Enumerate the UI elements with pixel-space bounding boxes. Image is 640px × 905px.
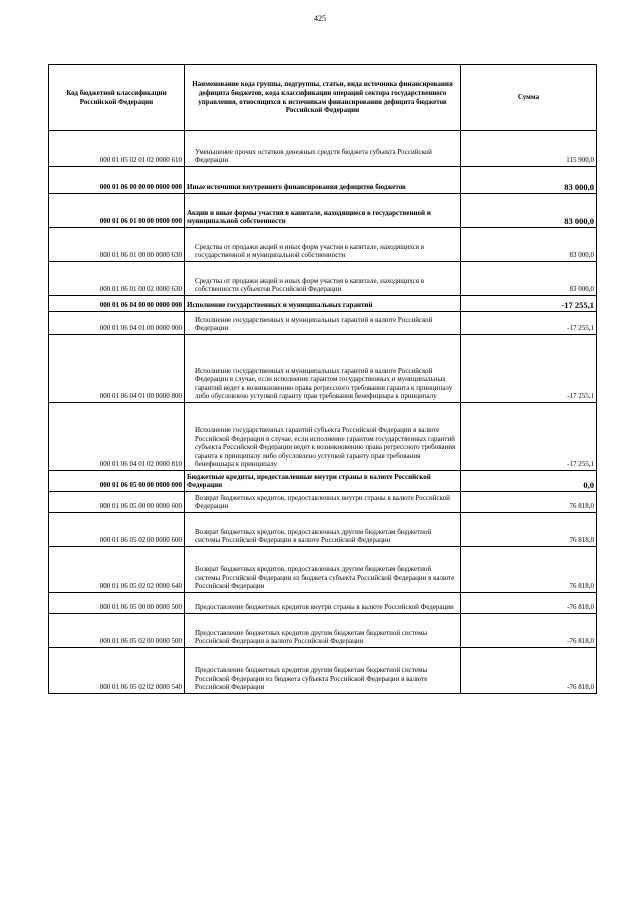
table-row — [49, 167, 597, 194]
table-row — [49, 648, 597, 694]
table-row — [49, 593, 597, 614]
table-row — [49, 471, 597, 492]
sum-cell: 76 818,0 — [461, 513, 597, 547]
table-row — [49, 296, 597, 312]
name-cell: Средства от продажи акций и иных форм участия в капитале, находящихся в собственности субъектов Российской Федерации — [185, 262, 461, 296]
name-cell: Предоставление бюджетных кредитов внутри страны в валюте Российской Федерации — [185, 593, 461, 614]
sum-cell: 83 000,0 — [461, 262, 597, 296]
name-cell: Исполнение государственных и муниципальных гарантий в валюте Российской Федерации в случае, если исполнение гарантом государственных и муниципальных гарантий ведет к возникновению права регрессного требования гаранта к принципалу либо обусловлено уступкой гаранту прав требования бенефициара к принципалу — [185, 335, 461, 403]
code-cell: 000 01 06 01 00 00 0000 000 — [49, 194, 185, 228]
code-cell: 000 01 06 05 00 00 0000 500 — [49, 593, 185, 614]
sum-cell: -17 255,1 — [461, 335, 597, 403]
name-cell: Бюджетные кредиты, предоставленные внутри страны в валюте Российской Федерации — [185, 471, 461, 492]
table-row — [49, 547, 597, 593]
sum-cell: 83 000,0 — [461, 228, 597, 262]
table-row — [49, 228, 597, 262]
name-cell: Возврат бюджетных кредитов, предоставленных внутри страны в валюте Российской Федерации — [185, 492, 461, 513]
name-cell: Иные источники внутреннего финансирования дефицитов бюджетов — [185, 167, 461, 194]
sum-cell: -76 818,0 — [461, 614, 597, 648]
sum-cell: 76 818,0 — [461, 547, 597, 593]
name-cell: Возврат бюджетных кредитов, предоставленных другим бюджетам бюджетной системы Российской Федерации в валюте Российской Федерации — [185, 513, 461, 547]
sum-cell: -76 818,0 — [461, 648, 597, 694]
table-row — [49, 131, 597, 167]
table-row — [49, 492, 597, 513]
code-cell: 000 01 06 05 02 02 0000 540 — [49, 648, 185, 694]
header-sum: Сумма — [461, 65, 597, 131]
name-cell: Возврат бюджетных кредитов, предоставленных другим бюджетам бюджетной системы Российской Федерации из бюджета субъекта Российской Федерации в валюте Российской Федерации — [185, 547, 461, 593]
code-cell: 000 01 06 05 02 00 0000 500 — [49, 614, 185, 648]
code-cell: 000 01 06 01 00 02 0000 630 — [49, 262, 185, 296]
code-cell: 000 01 06 05 00 00 0000 000 — [49, 471, 185, 492]
sum-cell: 83 000,0 — [461, 194, 597, 228]
sum-cell: 76 818,0 — [461, 492, 597, 513]
sum-cell: -76 818,0 — [461, 593, 597, 614]
name-cell: Предоставление бюджетных кредитов другим бюджетам бюджетной системы Российской Федерации из бюджета субъекта Российской Федерации в валюте Российской Федерации — [185, 648, 461, 694]
sum-cell: 83 000,0 — [461, 167, 597, 194]
name-cell: Исполнение государственных и муниципальных гарантий — [185, 296, 461, 312]
budget-sources-table — [48, 64, 597, 694]
table-row — [49, 614, 597, 648]
name-cell: Средства от продажи акций и иных форм участия в капитале, находящихся в государственной и муниципальной собственности — [185, 228, 461, 262]
sum-cell: -17 255,1 — [461, 296, 597, 312]
code-cell: 000 01 06 05 02 00 0000 600 — [49, 513, 185, 547]
name-cell: Предоставление бюджетных кредитов другим бюджетам бюджетной системы Российской Федерации в валюте Российской Федерации — [185, 614, 461, 648]
code-cell: 000 01 06 04 01 00 0000 000 — [49, 312, 185, 335]
table-row — [49, 262, 597, 296]
code-cell: 000 01 06 04 01 02 0000 810 — [49, 403, 185, 471]
code-cell: 000 01 06 05 00 00 0000 600 — [49, 492, 185, 513]
name-cell: Уменьшение прочих остатков денежных средств бюджета субъекта Российской Федерации — [185, 131, 461, 167]
code-cell: 000 01 06 04 01 00 0000 800 — [49, 335, 185, 403]
table-row — [49, 403, 597, 471]
header-code: Код бюджетной классификации Российской Федерации — [49, 65, 185, 131]
sum-cell: -17 255,1 — [461, 403, 597, 471]
sum-cell: -17 255,1 — [461, 312, 597, 335]
code-cell: 000 01 05 02 01 02 0000 610 — [49, 131, 185, 167]
name-cell: Исполнение государственных гарантий субъекта Российской Федерации в валюте Российской Федерации в случае, если исполнение гарантом государственных гарантий субъекта Российской Федерации ведет к возникновению права регрессного требования гаранта к принципалу либо обусловлено уступкой гаранту прав требования бенефициара к принципалу — [185, 403, 461, 471]
sum-cell: 0,0 — [461, 471, 597, 492]
table-body — [49, 131, 597, 694]
header-name: Наименование кода группы, подгруппы, статьи, вида источника финансирования дефицита бюджетов, кода классификации операций сектора государственного управления, относящихся к источникам финансирования дефицита бюджетов Российской Федерации — [185, 65, 461, 131]
table-row — [49, 335, 597, 403]
table-row — [49, 513, 597, 547]
name-cell: Акции и иные формы участия в капитале, находящиеся в государственной и муниципальной собственности — [185, 194, 461, 228]
sum-cell: 115 900,0 — [461, 131, 597, 167]
code-cell: 000 01 06 00 00 00 0000 000 — [49, 167, 185, 194]
table-header-row — [49, 65, 597, 131]
code-cell: 000 01 06 01 00 00 0000 630 — [49, 228, 185, 262]
table-row — [49, 312, 597, 335]
code-cell: 000 01 06 05 02 02 0000 640 — [49, 547, 185, 593]
table-row — [49, 194, 597, 228]
name-cell: Исполнение государственных и муниципальных гарантий в валюте Российской Федерации — [185, 312, 461, 335]
page-number: 425 — [314, 14, 326, 23]
code-cell: 000 01 06 04 00 00 0000 000 — [49, 296, 185, 312]
